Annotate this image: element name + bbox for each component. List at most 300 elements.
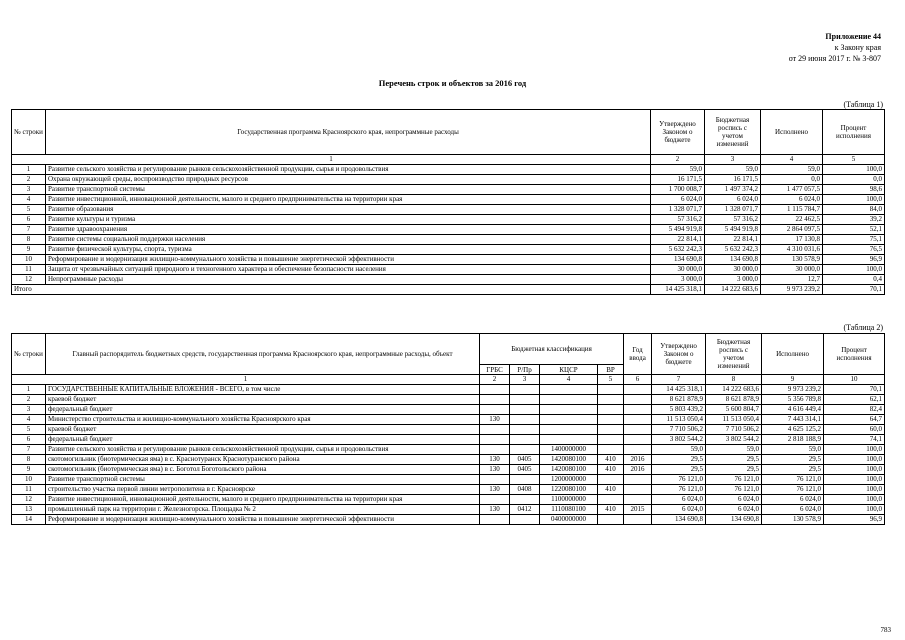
cell-row-num: 7 bbox=[12, 445, 46, 455]
cell-grbs: 130 bbox=[480, 465, 510, 475]
cell-row-num: 9 bbox=[12, 465, 46, 475]
cell-percent: 100,0 bbox=[823, 165, 885, 175]
page-title: Перечень строк и объектов за 2016 год bbox=[378, 78, 527, 88]
cell-executed: 2 864 097,5 bbox=[761, 225, 823, 235]
cell-rpr bbox=[510, 425, 540, 435]
table-row bbox=[12, 425, 885, 435]
t1-col-number: 3 bbox=[705, 155, 761, 165]
cell-year: 2015 bbox=[624, 505, 652, 515]
cell-vr: 410 bbox=[598, 455, 624, 465]
cell-row-num: 3 bbox=[12, 185, 46, 195]
cell-revised: 6 024,0 bbox=[706, 495, 762, 505]
cell-year bbox=[624, 425, 652, 435]
cell-name: федеральный бюджет bbox=[46, 405, 480, 415]
cell-executed: 4 625 125,2 bbox=[762, 425, 824, 435]
cell-executed: 59,0 bbox=[761, 165, 823, 175]
cell-rpr bbox=[510, 395, 540, 405]
cell-name: скотомогильник (биотермическая яма) в с. Боготол Боготольского района bbox=[46, 465, 480, 475]
cell-name: Развитие физической культуры, спорта, туризма bbox=[46, 245, 651, 255]
cell-rpr bbox=[510, 405, 540, 415]
cell-revised: 5 600 804,7 bbox=[706, 405, 762, 415]
cell-year bbox=[624, 495, 652, 505]
cell-executed: 6 024,0 bbox=[762, 495, 824, 505]
t2-col-number: 3 bbox=[510, 375, 540, 385]
t2-header-name: Главный распорядитель бюджетных средств, государственная программа Красноярского края, непрограммные расходы, объект bbox=[46, 334, 480, 375]
cell-vr: 410 bbox=[598, 505, 624, 515]
t2-header-num: № строки bbox=[12, 334, 46, 375]
cell-percent: 75,1 bbox=[823, 235, 885, 245]
t1-col-number: 5 bbox=[823, 155, 885, 165]
t1-total-approved: 14 425 318,1 bbox=[651, 285, 705, 295]
appendix-title: Приложение 44 bbox=[825, 32, 881, 41]
cell-kcsr: 1200000000 bbox=[540, 475, 598, 485]
cell-grbs bbox=[480, 425, 510, 435]
cell-executed: 6 024,0 bbox=[761, 195, 823, 205]
t2-subheader-rpr: Р/Пр bbox=[510, 365, 540, 375]
cell-vr bbox=[598, 415, 624, 425]
table1 bbox=[11, 109, 885, 295]
cell-percent: 100,0 bbox=[824, 505, 885, 515]
cell-approved: 8 621 878,9 bbox=[652, 395, 706, 405]
cell-year bbox=[624, 395, 652, 405]
cell-approved: 29,5 bbox=[652, 455, 706, 465]
cell-name: Развитие культуры и туризма bbox=[46, 215, 651, 225]
table-row bbox=[12, 175, 885, 185]
cell-revised: 16 171,5 bbox=[705, 175, 761, 185]
cell-approved: 5 494 919,8 bbox=[651, 225, 705, 235]
cell-vr bbox=[598, 385, 624, 395]
cell-revised: 76 121,0 bbox=[706, 485, 762, 495]
t1-header-percent: Процент исполнения bbox=[823, 110, 885, 155]
cell-rpr bbox=[510, 385, 540, 395]
cell-percent: 96,9 bbox=[824, 515, 885, 525]
cell-year bbox=[624, 475, 652, 485]
cell-executed: 130 578,9 bbox=[762, 515, 824, 525]
cell-vr bbox=[598, 475, 624, 485]
cell-revised: 8 621 878,9 bbox=[706, 395, 762, 405]
cell-vr bbox=[598, 495, 624, 505]
cell-grbs bbox=[480, 385, 510, 395]
cell-percent: 100,0 bbox=[824, 465, 885, 475]
cell-rpr: 0405 bbox=[510, 465, 540, 475]
cell-approved: 134 690,8 bbox=[652, 515, 706, 525]
t2-subheader-vr: ВР bbox=[598, 365, 624, 375]
cell-percent: 0,0 bbox=[823, 175, 885, 185]
cell-revised: 1 497 374,2 bbox=[705, 185, 761, 195]
cell-executed: 7 443 314,1 bbox=[762, 415, 824, 425]
cell-revised: 6 024,0 bbox=[705, 195, 761, 205]
cell-year bbox=[624, 515, 652, 525]
cell-percent: 62,1 bbox=[824, 395, 885, 405]
cell-name: Развитие инвестиционной, инновационной деятельности, малого и среднего предпринимательства на территории края bbox=[46, 195, 651, 205]
cell-name: строительство участка первой линии метрополитена в г. Красноярске bbox=[46, 485, 480, 495]
table-row bbox=[12, 485, 885, 495]
cell-executed: 1 477 057,5 bbox=[761, 185, 823, 195]
t2-col-number: 4 bbox=[540, 375, 598, 385]
cell-row-num: 6 bbox=[12, 215, 46, 225]
cell-approved: 11 513 050,4 bbox=[652, 415, 706, 425]
cell-percent: 39,2 bbox=[823, 215, 885, 225]
cell-percent: 84,0 bbox=[823, 205, 885, 215]
cell-row-num: 2 bbox=[12, 175, 46, 185]
table-row bbox=[12, 445, 885, 455]
cell-vr: 410 bbox=[598, 485, 624, 495]
cell-row-num: 8 bbox=[12, 235, 46, 245]
cell-executed: 9 973 239,2 bbox=[762, 385, 824, 395]
t1-total-label: Итого bbox=[12, 285, 651, 295]
cell-percent: 98,6 bbox=[823, 185, 885, 195]
cell-name: Развитие транспортной системы bbox=[46, 475, 480, 485]
t2-col-number: 7 bbox=[652, 375, 706, 385]
cell-name: ГОСУДАРСТВЕННЫЕ КАПИТАЛЬНЫЕ ВЛОЖЕНИЯ - ВСЕГО, в том числе bbox=[46, 385, 480, 395]
cell-percent: 52,1 bbox=[823, 225, 885, 235]
cell-revised: 5 494 919,8 bbox=[705, 225, 761, 235]
cell-percent: 96,9 bbox=[823, 255, 885, 265]
cell-executed: 6 024,0 bbox=[762, 505, 824, 515]
t2-col-number: 5 bbox=[598, 375, 624, 385]
t2-header-approved: Утверждено Законом о бюджете bbox=[652, 334, 706, 375]
t2-header-year: Год ввода bbox=[624, 334, 652, 375]
cell-row-num: 1 bbox=[12, 385, 46, 395]
cell-approved: 30 000,0 bbox=[651, 265, 705, 275]
cell-year bbox=[624, 415, 652, 425]
cell-name: Развитие сельского хозяйства и регулирование рынков сельскохозяйственной продукции, сырья и продовольствия bbox=[46, 445, 480, 455]
cell-rpr: 0405 bbox=[510, 455, 540, 465]
cell-executed: 76 121,0 bbox=[762, 485, 824, 495]
cell-executed: 30 000,0 bbox=[761, 265, 823, 275]
cell-approved: 14 425 318,1 bbox=[652, 385, 706, 395]
cell-name: краевой бюджет bbox=[46, 425, 480, 435]
cell-percent: 100,0 bbox=[824, 445, 885, 455]
table-row bbox=[12, 245, 885, 255]
cell-name: Реформирование и модернизация жилищно-коммунального хозяйства и повышение энергетической эффективности bbox=[46, 515, 480, 525]
cell-kcsr: 1420080100 bbox=[540, 455, 598, 465]
cell-year: 2016 bbox=[624, 465, 652, 475]
cell-kcsr bbox=[540, 425, 598, 435]
cell-executed: 0,0 bbox=[761, 175, 823, 185]
t2-header-executed: Исполнено bbox=[762, 334, 824, 375]
t2-col-number: 6 bbox=[624, 375, 652, 385]
cell-grbs bbox=[480, 445, 510, 455]
cell-row-num: 11 bbox=[12, 485, 46, 495]
cell-percent: 64,7 bbox=[824, 415, 885, 425]
cell-revised: 1 328 071,7 bbox=[705, 205, 761, 215]
cell-name: скотомогильник (биотермическая яма) в с. Краснотуранск Краснотуранского района bbox=[46, 455, 480, 465]
cell-revised: 6 024,0 bbox=[706, 505, 762, 515]
table-row bbox=[12, 455, 885, 465]
cell-kcsr bbox=[540, 415, 598, 425]
table-row bbox=[12, 165, 885, 175]
cell-approved: 1 328 071,7 bbox=[651, 205, 705, 215]
cell-percent: 100,0 bbox=[824, 455, 885, 465]
cell-approved: 7 710 506,2 bbox=[652, 425, 706, 435]
t2-subheader-kcsr: КЦСР bbox=[540, 365, 598, 375]
cell-rpr bbox=[510, 515, 540, 525]
table-row bbox=[12, 235, 885, 245]
cell-percent: 100,0 bbox=[823, 195, 885, 205]
cell-kcsr: 1420080100 bbox=[540, 465, 598, 475]
cell-grbs bbox=[480, 475, 510, 485]
table-row bbox=[12, 255, 885, 265]
cell-revised: 76 121,0 bbox=[706, 475, 762, 485]
t1-col-number: 4 bbox=[761, 155, 823, 165]
cell-kcsr: 1220080100 bbox=[540, 485, 598, 495]
cell-row-num: 12 bbox=[12, 495, 46, 505]
cell-row-num: 7 bbox=[12, 225, 46, 235]
cell-approved: 6 024,0 bbox=[652, 495, 706, 505]
cell-rpr bbox=[510, 415, 540, 425]
cell-executed: 5 356 789,8 bbox=[762, 395, 824, 405]
cell-year bbox=[624, 385, 652, 395]
cell-approved: 76 121,0 bbox=[652, 475, 706, 485]
cell-executed: 4 616 449,4 bbox=[762, 405, 824, 415]
t2-col-number: 1 bbox=[12, 375, 480, 385]
cell-row-num: 4 bbox=[12, 195, 46, 205]
t1-total-row bbox=[12, 285, 885, 295]
cell-year bbox=[624, 445, 652, 455]
t2-header-revised: Бюджетная роспись с учетом изменений bbox=[706, 334, 762, 375]
cell-name: Реформирование и модернизация жилищно-коммунального хозяйства и повышение энергетической эффективности bbox=[46, 255, 651, 265]
table2 bbox=[11, 333, 885, 525]
appendix-law: к Закону края bbox=[834, 43, 881, 52]
t1-header-name: Государственная программа Красноярского края, непрограммные расходы bbox=[46, 110, 651, 155]
cell-year: 2016 bbox=[624, 455, 652, 465]
cell-grbs: 130 bbox=[480, 455, 510, 465]
cell-row-num: 12 bbox=[12, 275, 46, 285]
cell-revised: 134 690,8 bbox=[706, 515, 762, 525]
cell-percent: 60,0 bbox=[824, 425, 885, 435]
cell-name: Защита от чрезвычайных ситуаций природного и техногенного характера и обеспечение безопасности населения bbox=[46, 265, 651, 275]
table-row bbox=[12, 395, 885, 405]
table-row bbox=[12, 405, 885, 415]
cell-approved: 59,0 bbox=[651, 165, 705, 175]
t2-col-number: 10 bbox=[824, 375, 885, 385]
cell-executed: 12,7 bbox=[761, 275, 823, 285]
cell-percent: 100,0 bbox=[824, 495, 885, 505]
t1-header-revised: Бюджетная роспись с учетом изменений bbox=[705, 110, 761, 155]
cell-rpr bbox=[510, 495, 540, 505]
cell-percent: 100,0 bbox=[823, 265, 885, 275]
cell-row-num: 6 bbox=[12, 435, 46, 445]
cell-kcsr: 0400000000 bbox=[540, 515, 598, 525]
table-row bbox=[12, 435, 885, 445]
t2-header-percent: Процент исполнения bbox=[824, 334, 885, 375]
cell-grbs: 130 bbox=[480, 505, 510, 515]
t1-header-num: № строки bbox=[12, 110, 46, 155]
cell-percent: 70,1 bbox=[824, 385, 885, 395]
cell-rpr: 0412 bbox=[510, 505, 540, 515]
cell-rpr bbox=[510, 445, 540, 455]
cell-executed: 59,0 bbox=[762, 445, 824, 455]
table-row bbox=[12, 215, 885, 225]
t1-total-executed: 9 973 239,2 bbox=[761, 285, 823, 295]
table-row bbox=[12, 205, 885, 215]
cell-revised: 3 000,0 bbox=[705, 275, 761, 285]
t1-col-numbers bbox=[12, 155, 885, 165]
cell-approved: 6 024,0 bbox=[652, 505, 706, 515]
cell-approved: 76 121,0 bbox=[652, 485, 706, 495]
cell-vr: 410 bbox=[598, 465, 624, 475]
cell-kcsr bbox=[540, 395, 598, 405]
cell-revised: 59,0 bbox=[706, 445, 762, 455]
cell-name: промышленный парк на территории г. Железногорска. Площадка № 2 bbox=[46, 505, 480, 515]
cell-approved: 134 690,8 bbox=[651, 255, 705, 265]
table-row bbox=[12, 495, 885, 505]
cell-name: Министерство строительства и жилищно-коммунального хозяйства Красноярского края bbox=[46, 415, 480, 425]
cell-executed: 4 310 031,6 bbox=[761, 245, 823, 255]
cell-kcsr: 1110080100 bbox=[540, 505, 598, 515]
table-row bbox=[12, 465, 885, 475]
table-row bbox=[12, 195, 885, 205]
cell-executed: 29,5 bbox=[762, 465, 824, 475]
table-row bbox=[12, 505, 885, 515]
appendix-date: от 29 июня 2017 г. № 3-807 bbox=[788, 54, 881, 63]
cell-approved: 1 700 008,7 bbox=[651, 185, 705, 195]
cell-revised: 7 710 506,2 bbox=[706, 425, 762, 435]
cell-revised: 5 632 242,3 bbox=[705, 245, 761, 255]
cell-name: краевой бюджет bbox=[46, 395, 480, 405]
table-row bbox=[12, 275, 885, 285]
cell-kcsr: 1400000000 bbox=[540, 445, 598, 455]
cell-row-num: 10 bbox=[12, 475, 46, 485]
table-row bbox=[12, 515, 885, 525]
cell-executed: 1 115 784,7 bbox=[761, 205, 823, 215]
cell-name: Развитие транспортной системы bbox=[46, 185, 651, 195]
t2-col-number: 2 bbox=[480, 375, 510, 385]
cell-revised: 22 814,1 bbox=[705, 235, 761, 245]
table1-label: (Таблица 1) bbox=[843, 100, 883, 109]
cell-approved: 22 814,1 bbox=[651, 235, 705, 245]
cell-revised: 11 513 050,4 bbox=[706, 415, 762, 425]
cell-grbs: 130 bbox=[480, 485, 510, 495]
cell-year bbox=[624, 435, 652, 445]
table-row bbox=[12, 225, 885, 235]
table-row bbox=[12, 475, 885, 485]
cell-revised: 29,5 bbox=[706, 465, 762, 475]
cell-revised: 3 802 544,2 bbox=[706, 435, 762, 445]
cell-revised: 59,0 bbox=[705, 165, 761, 175]
cell-year bbox=[624, 405, 652, 415]
cell-vr bbox=[598, 435, 624, 445]
cell-name: Развитие здравоохранения bbox=[46, 225, 651, 235]
cell-row-num: 1 bbox=[12, 165, 46, 175]
table-row bbox=[12, 415, 885, 425]
cell-row-num: 8 bbox=[12, 455, 46, 465]
cell-percent: 100,0 bbox=[824, 485, 885, 495]
cell-grbs bbox=[480, 495, 510, 505]
cell-row-num: 11 bbox=[12, 265, 46, 275]
cell-row-num: 13 bbox=[12, 505, 46, 515]
t1-header-approved: Утверждено Законом о бюджете bbox=[651, 110, 705, 155]
cell-approved: 3 000,0 bbox=[651, 275, 705, 285]
t1-header-executed: Исполнено bbox=[761, 110, 823, 155]
cell-approved: 29,5 bbox=[652, 465, 706, 475]
cell-row-num: 4 bbox=[12, 415, 46, 425]
t2-header-budget-class: Бюджетная классификация bbox=[480, 334, 624, 365]
appendix-header bbox=[789, 31, 881, 64]
cell-row-num: 9 bbox=[12, 245, 46, 255]
t2-col-number: 8 bbox=[706, 375, 762, 385]
cell-vr bbox=[598, 515, 624, 525]
cell-grbs bbox=[480, 435, 510, 445]
table-row bbox=[12, 185, 885, 195]
cell-rpr: 0408 bbox=[510, 485, 540, 495]
cell-percent: 76,5 bbox=[823, 245, 885, 255]
cell-name: федеральный бюджет bbox=[46, 435, 480, 445]
t1-col-number: 2 bbox=[651, 155, 705, 165]
cell-row-num: 5 bbox=[12, 425, 46, 435]
table-row bbox=[12, 265, 885, 275]
page-number: 783 bbox=[880, 626, 891, 634]
cell-approved: 6 024,0 bbox=[651, 195, 705, 205]
t2-col-number: 9 bbox=[762, 375, 824, 385]
cell-name: Непрограммные расходы bbox=[46, 275, 651, 285]
cell-executed: 130 578,9 bbox=[761, 255, 823, 265]
cell-row-num: 14 bbox=[12, 515, 46, 525]
cell-executed: 17 130,8 bbox=[761, 235, 823, 245]
cell-rpr bbox=[510, 475, 540, 485]
cell-vr bbox=[598, 395, 624, 405]
cell-percent: 100,0 bbox=[824, 475, 885, 485]
table-row bbox=[12, 385, 885, 395]
cell-percent: 0,4 bbox=[823, 275, 885, 285]
cell-name: Развитие образования bbox=[46, 205, 651, 215]
cell-grbs bbox=[480, 405, 510, 415]
t2-col-numbers bbox=[12, 375, 885, 385]
t1-total-percent: 70,1 bbox=[823, 285, 885, 295]
cell-revised: 134 690,8 bbox=[705, 255, 761, 265]
cell-percent: 74,1 bbox=[824, 435, 885, 445]
t1-col-number: 1 bbox=[12, 155, 651, 165]
cell-name: Развитие сельского хозяйства и регулирование рынков сельскохозяйственной продукции, сырья и продовольствия bbox=[46, 165, 651, 175]
cell-executed: 2 818 188,9 bbox=[762, 435, 824, 445]
cell-revised: 30 000,0 bbox=[705, 265, 761, 275]
cell-approved: 5 803 439,2 bbox=[652, 405, 706, 415]
t1-total-revised: 14 222 683,6 bbox=[705, 285, 761, 295]
cell-executed: 29,5 bbox=[762, 455, 824, 465]
cell-vr bbox=[598, 425, 624, 435]
cell-kcsr bbox=[540, 385, 598, 395]
cell-executed: 22 462,5 bbox=[761, 215, 823, 225]
cell-revised: 29,5 bbox=[706, 455, 762, 465]
cell-grbs bbox=[480, 395, 510, 405]
cell-vr bbox=[598, 445, 624, 455]
cell-grbs bbox=[480, 515, 510, 525]
cell-executed: 76 121,0 bbox=[762, 475, 824, 485]
cell-kcsr: 1100000000 bbox=[540, 495, 598, 505]
cell-vr bbox=[598, 405, 624, 415]
cell-name: Охрана окружающей среды, воспроизводство природных ресурсов bbox=[46, 175, 651, 185]
cell-year bbox=[624, 485, 652, 495]
cell-approved: 59,0 bbox=[652, 445, 706, 455]
cell-kcsr bbox=[540, 435, 598, 445]
cell-row-num: 3 bbox=[12, 405, 46, 415]
cell-revised: 57 316,2 bbox=[705, 215, 761, 225]
t2-subheader-grbs: ГРБС bbox=[480, 365, 510, 375]
cell-rpr bbox=[510, 435, 540, 445]
cell-row-num: 10 bbox=[12, 255, 46, 265]
cell-percent: 82,4 bbox=[824, 405, 885, 415]
cell-kcsr bbox=[540, 405, 598, 415]
cell-row-num: 2 bbox=[12, 395, 46, 405]
cell-name: Развитие инвестиционной, инновационной деятельности, малого и среднего предпринимательства на территории края bbox=[46, 495, 480, 505]
cell-grbs: 130 bbox=[480, 415, 510, 425]
cell-revised: 14 222 683,6 bbox=[706, 385, 762, 395]
cell-row-num: 5 bbox=[12, 205, 46, 215]
cell-name: Развитие системы социальной поддержки населения bbox=[46, 235, 651, 245]
table2-label: (Таблица 2) bbox=[843, 323, 883, 332]
cell-approved: 16 171,5 bbox=[651, 175, 705, 185]
